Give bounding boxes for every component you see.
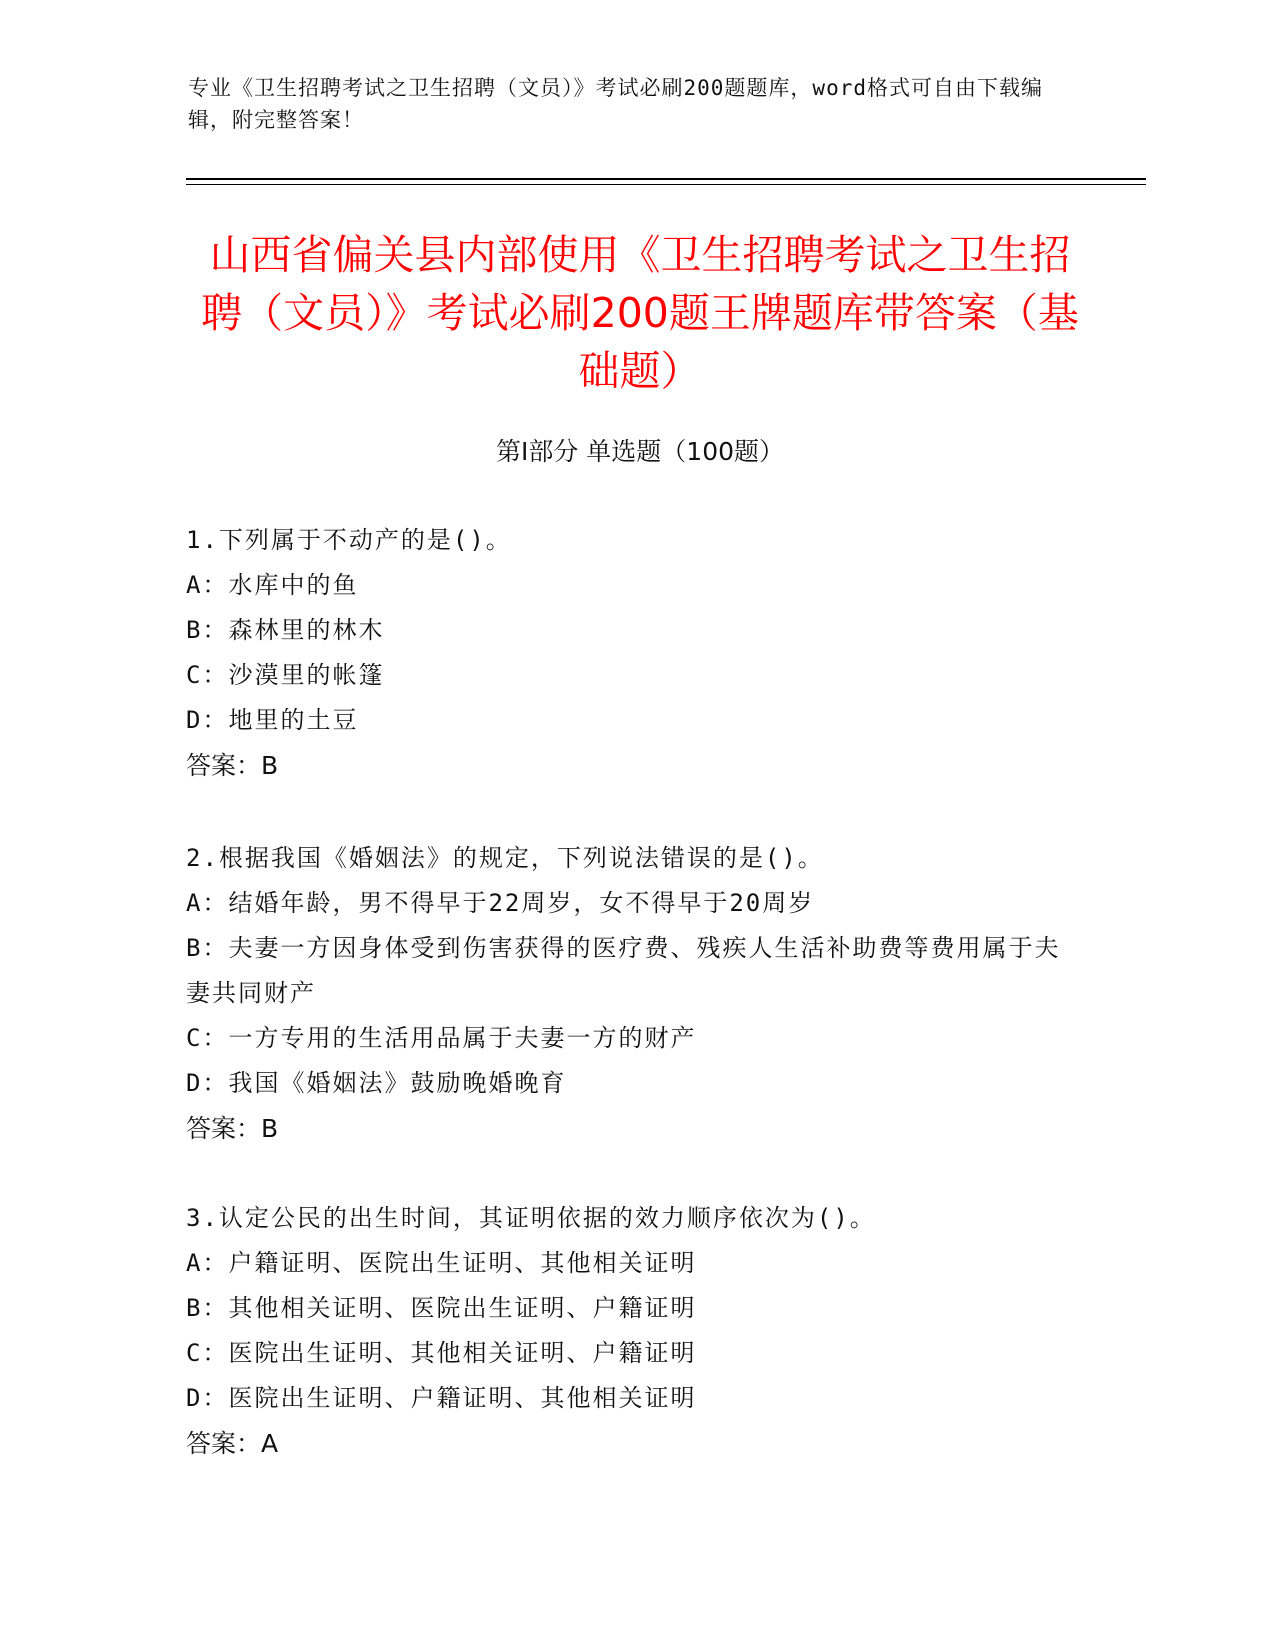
document-title: 山西省偏关县内部使用《卫生招聘考试之卫生招聘（文员）》考试必刷200题王牌题库带答案（基础题） bbox=[201, 231, 1079, 395]
question-block bbox=[186, 836, 1086, 1151]
answer-label: 答案：A bbox=[186, 1429, 279, 1458]
option-a: A：户籍证明、医院出生证明、其他相关证明 bbox=[186, 1249, 697, 1277]
section-heading: 第Ⅰ部分 单选题（100题） bbox=[495, 437, 785, 466]
option-a: A：水库中的鱼 bbox=[186, 571, 359, 599]
header-divider-thick bbox=[186, 178, 1146, 180]
option-b: B：其他相关证明、医院出生证明、户籍证明 bbox=[186, 1294, 697, 1322]
option-d: D：地里的土豆 bbox=[186, 706, 359, 734]
option-c: C：医院出生证明、其他相关证明、户籍证明 bbox=[186, 1339, 697, 1367]
question-stem: 2.根据我国《婚姻法》的规定，下列说法错误的是()。 bbox=[186, 844, 824, 872]
option-c: C：一方专用的生活用品属于夫妻一方的财产 bbox=[186, 1024, 697, 1052]
question-stem: 1.下列属于不动产的是()。 bbox=[186, 526, 512, 554]
option-b: B：夫妻一方因身体受到伤害获得的医疗费、残疾人生活补助费等费用属于夫妻共同财产 bbox=[186, 934, 1061, 1007]
question-block bbox=[186, 518, 1086, 788]
option-d: D：医院出生证明、户籍证明、其他相关证明 bbox=[186, 1384, 697, 1412]
question-block bbox=[186, 1196, 1086, 1466]
option-c: C：沙漠里的帐篷 bbox=[186, 661, 385, 689]
option-a: A：结婚年龄，男不得早于22周岁，女不得早于20周岁 bbox=[186, 889, 815, 917]
option-d: D：我国《婚姻法》鼓励晚婚晚育 bbox=[186, 1069, 567, 1097]
question-stem: 3.认定公民的出生时间，其证明依据的效力顺序依次为()。 bbox=[186, 1204, 876, 1232]
option-b: B：森林里的林木 bbox=[186, 616, 385, 644]
header-note: 专业《卫生招聘考试之卫生招聘（文员）》考试必刷200题题库，word格式可自由下载编辑，附完整答案！ bbox=[188, 76, 1043, 132]
header-divider-thin bbox=[186, 184, 1146, 185]
answer-label: 答案：B bbox=[186, 751, 279, 780]
answer-label: 答案：B bbox=[186, 1114, 279, 1143]
